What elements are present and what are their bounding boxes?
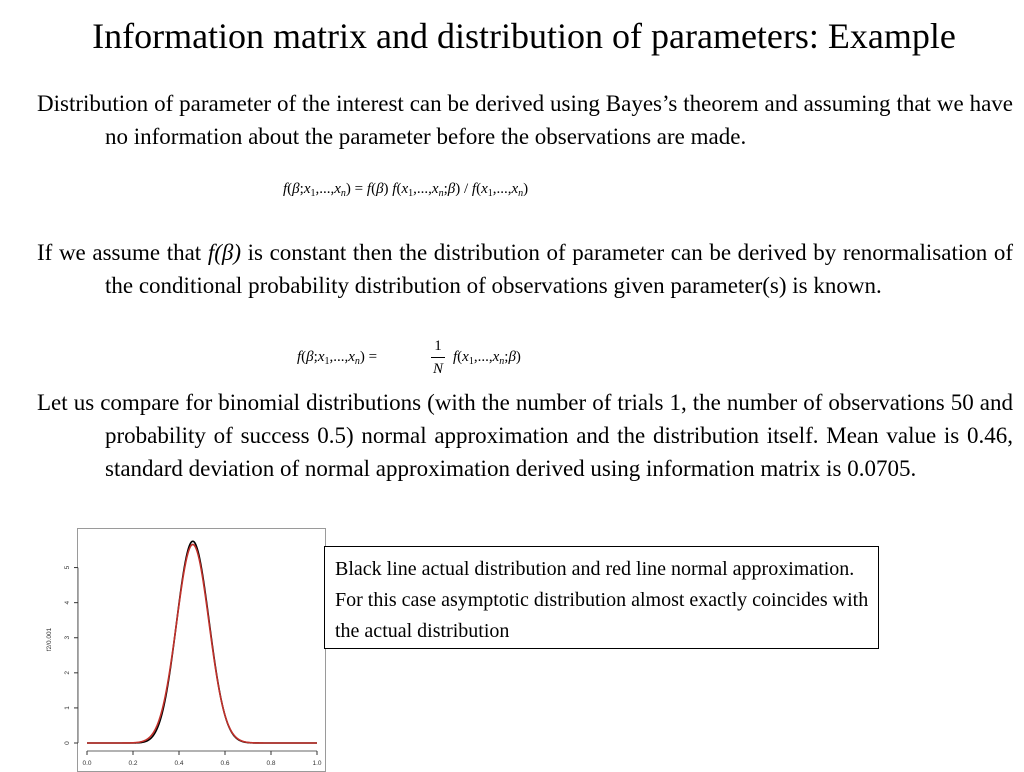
slide-title: Information matrix and distribution of parameters: Example (92, 16, 956, 56)
eq2-fraction-bar (431, 357, 445, 358)
para2-text-start: If we assume that (37, 240, 208, 265)
y-tick-label: 1 (64, 706, 71, 710)
normal-approximation-line (87, 544, 317, 743)
x-tick-label: 1.0 (312, 760, 322, 767)
equation-bayes: $f(\beta;x_1,...,x_n) = f(\beta)$ $f(x_1,...,x_n;\beta) / f(x_1,...,x_n)$ (283, 181, 529, 199)
y-tick-label: 0 (64, 741, 71, 745)
eq2-lhs: $f(\beta;x_1,...,x_n)$ = (297, 349, 378, 367)
eq2-fraction (431, 337, 445, 378)
x-tick-label: 0.4 (174, 760, 184, 767)
para2-text-end: is constant then the distribution of parameter can be derived by renormalisation of the conditional probability distribution of observations given parameter(s) is known. (105, 240, 1013, 298)
paragraph-renormalisation (37, 236, 1013, 302)
x-tick-label: 0.8 (266, 760, 276, 767)
para2-f-beta: f(β) (207, 240, 241, 265)
y-tick-label: 2 (64, 671, 71, 675)
paragraph-bayes: Distribution of parameter of the interest can be derived using Bayes’s theorem and assuming that we have no information about the parameter before the observations are made. (37, 91, 1013, 149)
x-tick-label: 0.0 (82, 760, 92, 767)
y-axis-overlay (38, 529, 78, 771)
eq2-numerator: 1 (434, 338, 442, 354)
callout-text: Black line actual distribution and red line normal approximation. For this case asymptotic distribution almost exactly coincides with the actual distribution (335, 558, 869, 642)
x-tick-label: 0.2 (128, 760, 138, 767)
y-tick-label: 3 (64, 635, 71, 640)
distribution-plot (46, 528, 326, 772)
y-axis-label: f2/0.001 (46, 627, 53, 652)
y-tick-label: 5 (64, 565, 71, 570)
x-tick-label: 0.6 (220, 760, 230, 767)
y-tick-label: 4 (64, 600, 71, 605)
paragraph-binomial-comparison: Let us compare for binomial distributions (with the number of trials 1, the number of observations 50 and probability of success 0.5) normal approximation and the distribution itself. Mean value is 0.46, standard deviation of normal approximation derived using information matrix is 0.0705. (37, 390, 1013, 481)
distribution-plot-svg (78, 529, 325, 771)
eq2-rhs: $f(x_1,...,x_n;\beta)$ (453, 349, 521, 367)
eq2-denominator: N (432, 361, 443, 377)
